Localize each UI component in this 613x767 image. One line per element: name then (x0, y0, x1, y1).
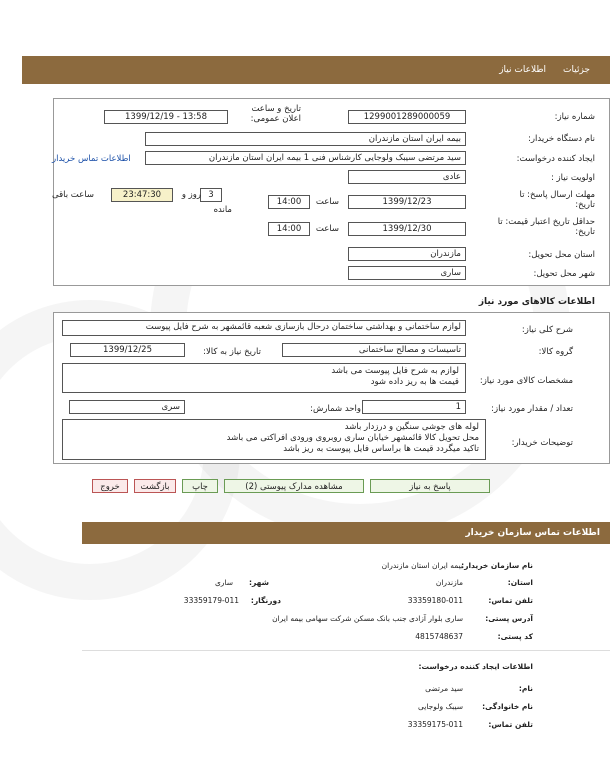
remaining-time-value: 23:47:30 (111, 188, 173, 202)
contact-city-label: شهر: (249, 578, 269, 587)
requester-value: سید مرتضی سیبک ولوجایی کارشناس فنی 1 بیمه ایران استان مازندران (145, 151, 466, 165)
creator-last-name-value: سیبک ولوجایی (418, 702, 463, 711)
spec-line-1: لوازم به شرح فایل پیوست می باشد (331, 366, 459, 376)
breadcrumb-need-info[interactable]: اطلاعات نیاز (499, 65, 546, 75)
goods-section-title: اطلاعات کالاهای مورد نیاز (478, 297, 595, 307)
contact-fax-label: دورنگار: (250, 596, 281, 605)
contact-phone-value: 33359180-011 (407, 596, 463, 605)
back-button[interactable]: بازگشت (134, 479, 176, 493)
creator-first-name-value: سید مرتضی (425, 684, 463, 693)
qty-value: 1 (362, 400, 466, 414)
remaining-time-label: ساعت باقی (52, 190, 94, 200)
contact-fax-value: 33359179-011 (183, 596, 239, 605)
goods-group-label: گروه کالا: (538, 347, 573, 357)
notes-line-3: تاکید میگردد قیمت ها براساس فایل پیوست به ریز باشد (283, 444, 479, 454)
contact-postal-value: 4815748637 (415, 632, 463, 641)
qty-label: تعداد / مقدار مورد نیاز: (491, 404, 573, 414)
creator-section-title: اطلاعات ایجاد کننده درخواست: (418, 662, 533, 671)
need-date-label: تاریخ نیاز به کالا: (203, 347, 261, 357)
contact-section-bar (82, 522, 610, 544)
need-number-label: شماره نیاز: (554, 112, 595, 122)
contact-address-label: آدرس پستی: (485, 614, 533, 623)
buyer-contact-link[interactable]: اطلاعات تماس خریدار (52, 154, 131, 164)
notes-line-2: محل تحویل کالا قائمشهر خیابان ساری روبروی ورودی افراکتی می باشد (226, 433, 479, 443)
buyer-device-value: بیمه ایران استان مازندران (145, 132, 466, 146)
province-label: استان محل تحویل: (528, 250, 595, 260)
validity-date-value: 1399/12/30 (348, 222, 466, 236)
view-docs-button[interactable]: مشاهده مدارک پیوستی (2) (224, 479, 364, 493)
org-name-label: نام سازمان خریدار: (461, 561, 533, 570)
priority-label: اولویت نیاز : (550, 173, 595, 183)
days-label: روز و (181, 190, 201, 200)
contact-province-value: مازندران (435, 578, 463, 587)
creator-first-name-label: نام: (518, 684, 533, 693)
validity-time-value: 14:00 (268, 222, 310, 236)
breadcrumb-details[interactable]: جزئیات (563, 65, 590, 75)
need-date-value: 1399/12/25 (70, 343, 185, 357)
creator-phone-label: تلفن تماس: (488, 720, 533, 729)
buyer-device-label: نام دستگاه خریدار: (528, 134, 595, 144)
announce-datetime-value: 1399/12/19 - 13:58 (104, 110, 228, 124)
deadline-label: مهلت ارسال پاسخ: تا تاریخ: (519, 190, 595, 210)
unit-value: سری (69, 400, 185, 414)
announce-datetime-label: تاریخ و ساعت اعلان عمومی: (250, 104, 301, 124)
contact-phone-label: تلفن تماس: (488, 596, 533, 605)
contact-province-label: استان: (507, 578, 533, 587)
need-number-value: 1299001289000059 (348, 110, 466, 124)
print-button[interactable]: چاپ (182, 479, 218, 493)
city-value: ساری (348, 266, 466, 280)
requester-label: ایجاد کننده درخواست: (516, 154, 595, 164)
buyer-notes-value (62, 419, 486, 460)
goods-group-value: تاسیسات و مصالح ساختمانی (282, 343, 466, 357)
priority-value: عادی (348, 170, 466, 184)
general-desc-label: شرح کلی نیاز: (521, 325, 573, 335)
city-label: شهر محل تحویل: (533, 269, 595, 279)
contact-section-title: اطلاعات تماس سازمان خریدار (465, 528, 600, 538)
contact-postal-label: کد پستی: (497, 632, 533, 641)
deadline-time-value: 14:00 (268, 195, 310, 209)
header-bar (22, 56, 610, 84)
days-remaining-value: 3 (200, 188, 222, 202)
contact-city-value: ساری (214, 578, 233, 587)
general-desc-value: لوازم ساختمانی و بهداشتی ساختمان درحال بازسازی شعبه قائمشهر به شرح فایل پیوست (62, 320, 466, 336)
unit-label: واحد شمارش: (310, 404, 361, 414)
creator-last-name-label: نام خانوادگی: (482, 702, 533, 711)
days-remaining-suffix: مانده (213, 205, 232, 215)
spec-value (62, 363, 466, 393)
province-value: مازندران (348, 247, 466, 261)
contact-divider (82, 650, 610, 651)
validity-label: حداقل تاریخ اعتبار قیمت: تا تاریخ: (497, 217, 595, 237)
creator-phone-value: 33359175-011 (407, 720, 463, 729)
spec-label: مشخصات کالای مورد نیاز: (479, 376, 573, 386)
validity-time-label: ساعت (315, 224, 339, 234)
deadline-date-value: 1399/12/23 (348, 195, 466, 209)
contact-address-value: ساری بلوار آزادی جنب بانک مسکن شرکت سهامی بیمه ایران (272, 614, 463, 623)
notes-line-1: لوله های جوشی سنگین و درزدار باشد (344, 422, 479, 432)
exit-button[interactable]: خروج (92, 479, 128, 493)
respond-button[interactable]: پاسخ به نیاز (370, 479, 490, 493)
buyer-notes-label: توضیحات خریدار: (511, 438, 573, 448)
spec-line-2: قیمت ها به ریز داده شود (370, 377, 459, 387)
org-name-value: بیمه ایران استان مازندران (381, 561, 463, 570)
deadline-time-label: ساعت (315, 197, 339, 207)
